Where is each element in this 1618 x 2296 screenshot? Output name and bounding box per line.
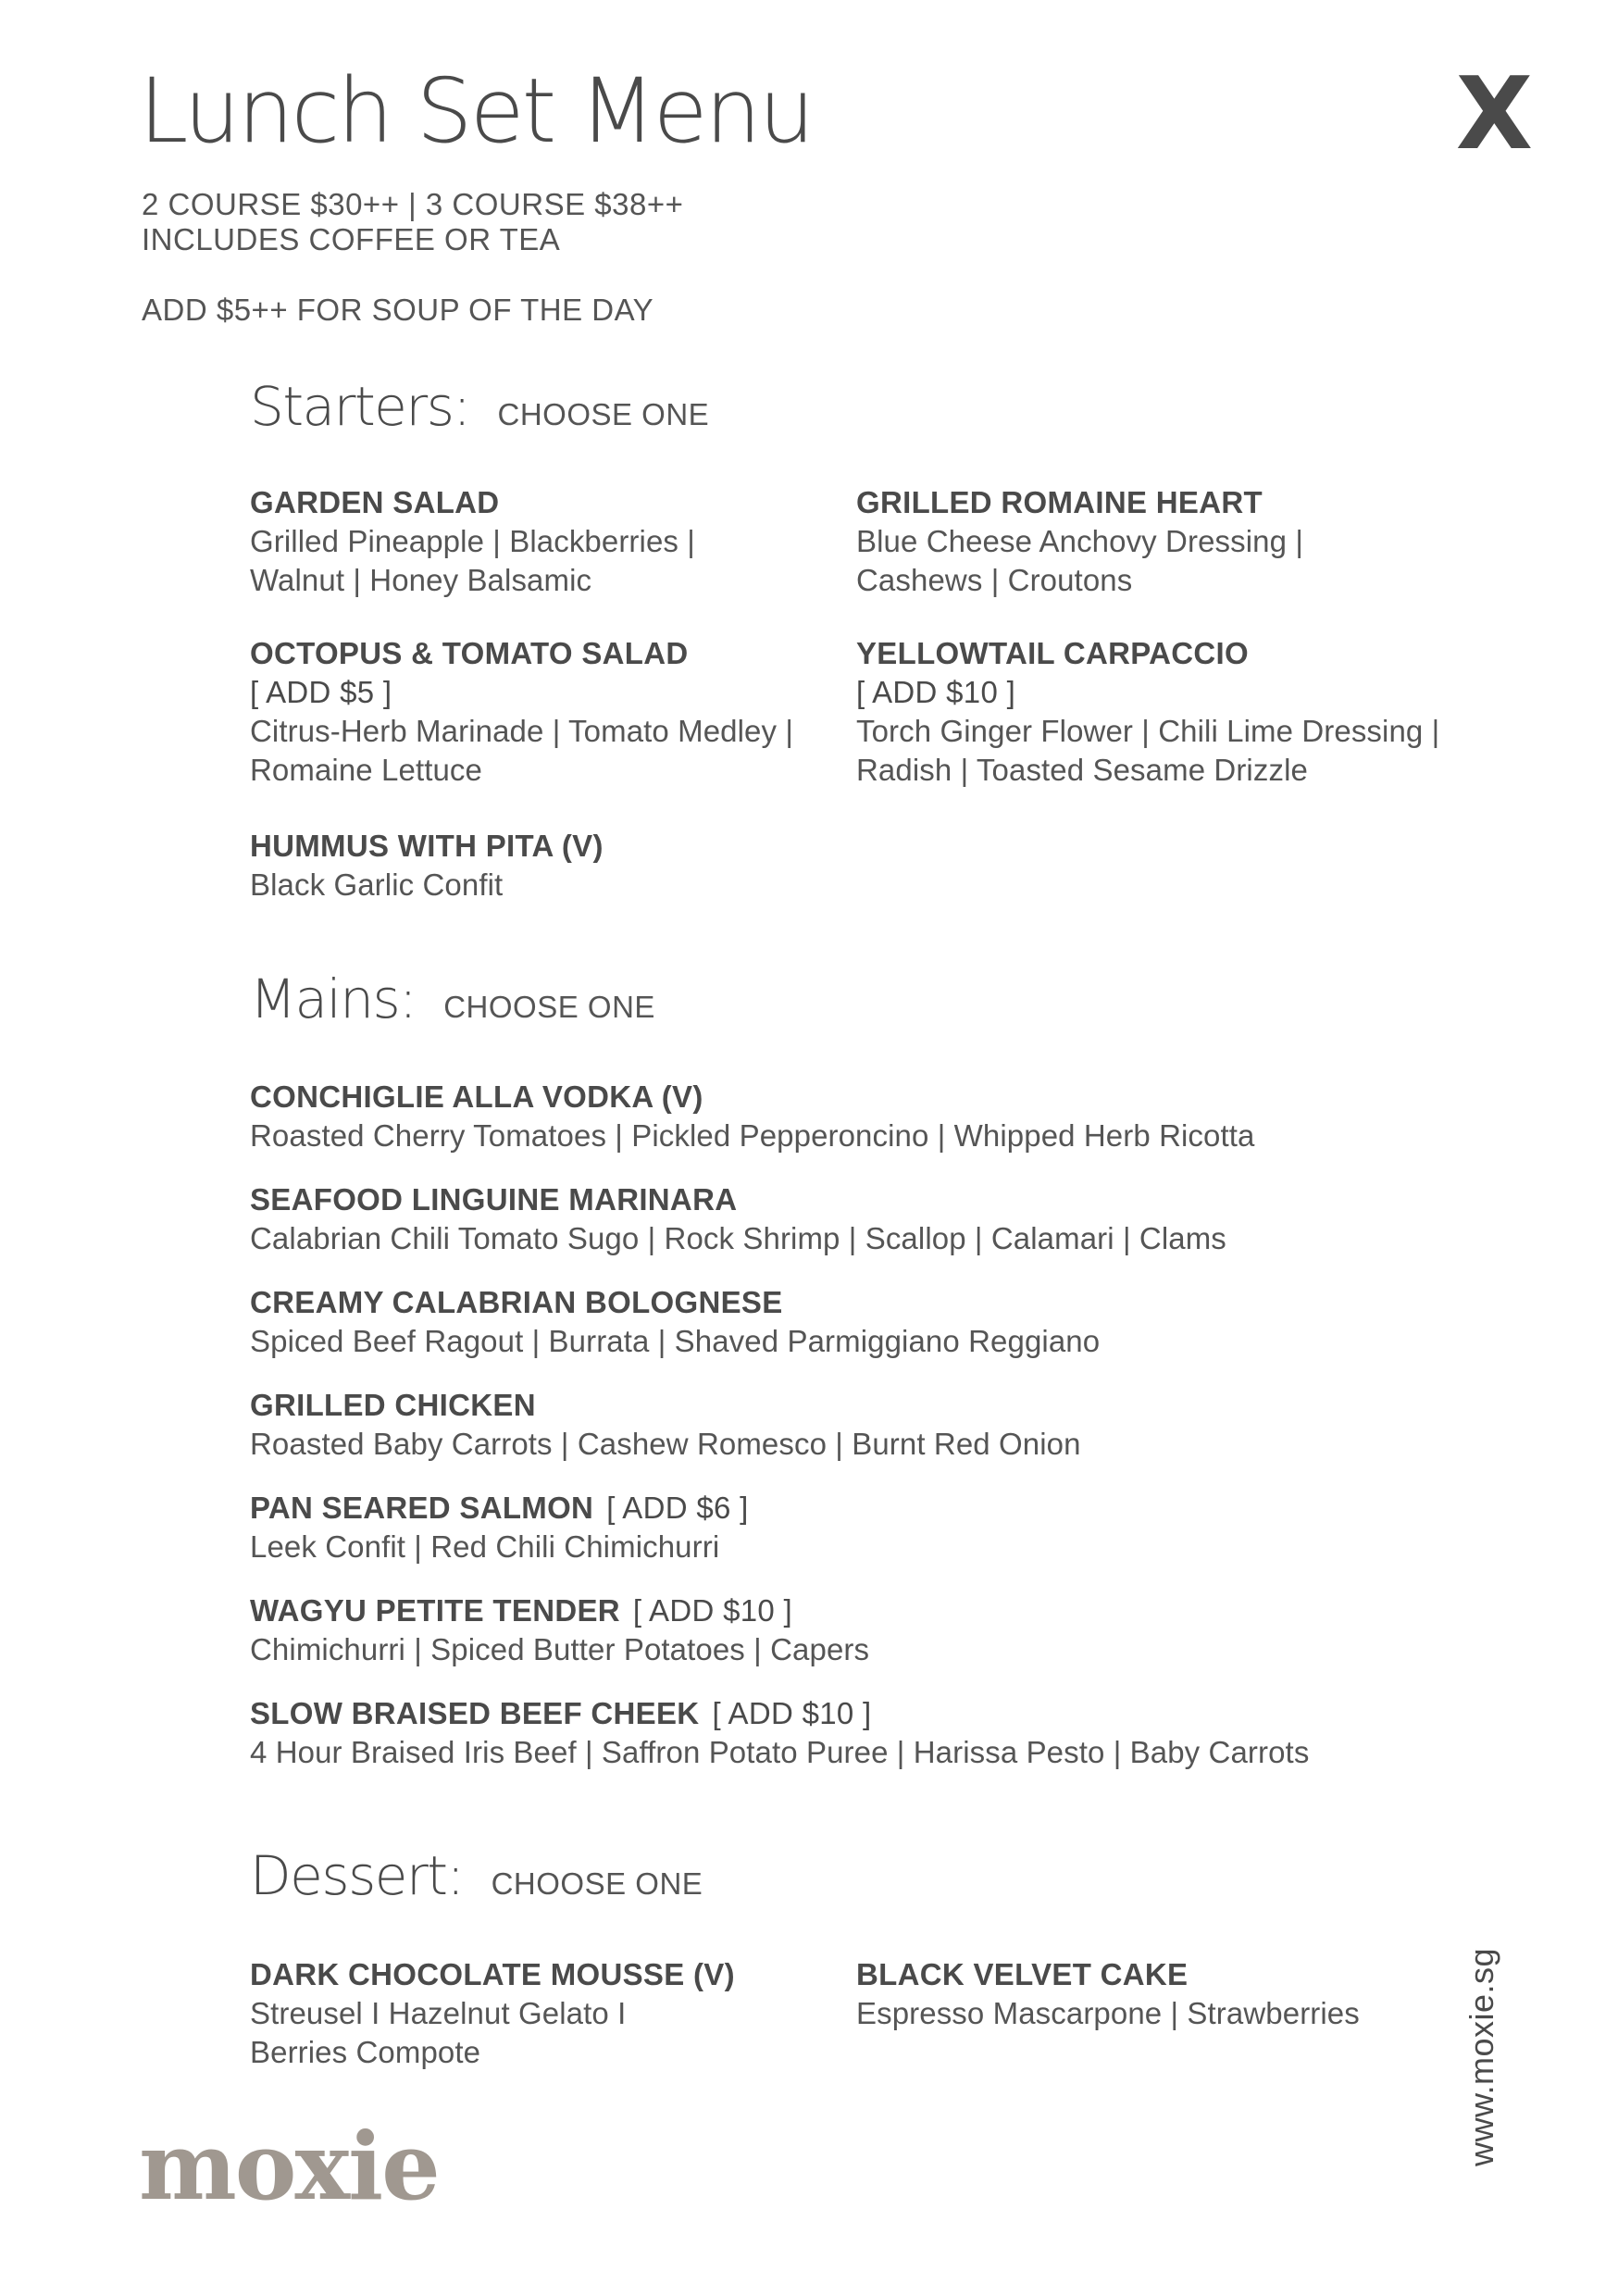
item-name: HUMMUS WITH PITA (V)	[250, 829, 604, 863]
item-desc: Black Garlic Confit	[250, 867, 504, 902]
item-desc: 4 Hour Braised Iris Beef | Saffron Potato Puree | Harissa Pesto | Baby Carrots	[250, 1735, 1310, 1769]
item-name: WAGYU PETITE TENDER [ ADD $10 ]	[250, 1593, 792, 1628]
item-name: SEAFOOD LINGUINE MARINARA	[250, 1182, 738, 1217]
item-surcharge: [ ADD $5 ]	[250, 675, 392, 709]
item-name: GARDEN SALAD	[250, 485, 500, 519]
starters-note: CHOOSE ONE	[497, 397, 710, 431]
item-surcharge: [ ADD $10 ]	[712, 1696, 872, 1730]
dessert-note: CHOOSE ONE	[491, 1866, 703, 1901]
main-item	[250, 1283, 1453, 1361]
item-name: DARK CHOCOLATE MOUSSE (V)	[250, 1957, 735, 1991]
item-name: OCTOPUS & TOMATO SALAD	[250, 636, 689, 670]
moxie-logo: moxie	[139, 2112, 439, 2221]
dessert-header	[250, 1844, 703, 1907]
item-name: GRILLED CHICKEN	[250, 1388, 536, 1422]
x-mark-logo: X	[1455, 56, 1533, 172]
dessert-item	[250, 1955, 861, 2072]
menu-title: Lunch Set Menu	[139, 59, 813, 163]
starter-item	[856, 634, 1467, 790]
item-surcharge: [ ADD $6 ]	[606, 1491, 749, 1525]
item-name: GRILLED ROMAINE HEART	[856, 485, 1263, 519]
item-name: SLOW BRAISED BEEF CHEEK [ ADD $10 ]	[250, 1696, 872, 1730]
item-desc: Roasted Baby Carrots | Cashew Romesco | Burnt Red Onion	[250, 1427, 1081, 1461]
main-item	[250, 1180, 1453, 1258]
dessert-item	[856, 1955, 1467, 2033]
main-item	[250, 1386, 1453, 1464]
item-desc: Torch Ginger Flower | Chili Lime Dressing | Radish | Toasted Sesame Drizzle	[856, 714, 1440, 787]
item-name: CONCHIGLIE ALLA VODKA (V)	[250, 1079, 703, 1114]
main-item	[250, 1078, 1453, 1155]
item-name: CREAMY CALABRIAN BOLOGNESE	[250, 1285, 783, 1319]
item-desc: Grilled Pineapple | Blackberries | Walnut | Honey Balsamic	[250, 524, 695, 597]
mains-header	[250, 967, 655, 1030]
starter-item	[250, 483, 861, 600]
item-name: PAN SEARED SALMON [ ADD $6 ]	[250, 1491, 749, 1525]
dessert-title: Dessert:	[250, 1844, 464, 1907]
item-name: YELLOWTAIL CARPACCIO	[856, 636, 1249, 670]
item-desc: Leek Confit | Red Chili Chimichurri	[250, 1529, 720, 1564]
item-desc: Streusel I Hazelnut Gelato I Berries Compote	[250, 1996, 627, 2069]
item-desc: Espresso Mascarpone | Strawberries	[856, 1996, 1360, 2030]
main-item	[250, 1591, 1453, 1669]
mains-title: Mains:	[250, 967, 417, 1030]
soup-note: ADD $5++ FOR SOUP OF THE DAY	[142, 293, 654, 327]
item-surcharge: [ ADD $10 ]	[632, 1593, 792, 1628]
starters-title: Starters:	[250, 375, 470, 438]
starters-header	[250, 375, 709, 438]
main-item	[250, 1694, 1453, 1772]
pricing-info	[142, 187, 683, 328]
item-name: BLACK VELVET CAKE	[856, 1957, 1189, 1991]
starter-item	[856, 483, 1467, 600]
starter-item	[250, 634, 861, 790]
course-pricing: 2 COURSE $30++ | 3 COURSE $38++	[142, 187, 684, 221]
item-desc: Chimichurri | Spiced Butter Potatoes | Capers	[250, 1632, 870, 1666]
item-desc: Spiced Beef Ragout | Burrata | Shaved Parmiggiano Reggiano	[250, 1324, 1101, 1358]
includes-note: INCLUDES COFFEE OR TEA	[142, 222, 561, 256]
item-surcharge: [ ADD $10 ]	[856, 675, 1016, 709]
item-desc: Blue Cheese Anchovy Dressing | Cashews | Croutons	[856, 524, 1303, 597]
item-desc: Roasted Cherry Tomatoes | Pickled Pepperoncino | Whipped Herb Ricotta	[250, 1118, 1255, 1153]
starter-item	[250, 827, 861, 905]
mains-note: CHOOSE ONE	[443, 990, 655, 1024]
main-item	[250, 1489, 1453, 1566]
item-desc: Citrus-Herb Marinade | Tomato Medley | Romaine Lettuce	[250, 714, 794, 787]
website-url: www.moxie.sg	[1462, 1947, 1500, 2166]
item-desc: Calabrian Chili Tomato Sugo | Rock Shrimp | Scallop | Calamari | Clams	[250, 1221, 1226, 1255]
